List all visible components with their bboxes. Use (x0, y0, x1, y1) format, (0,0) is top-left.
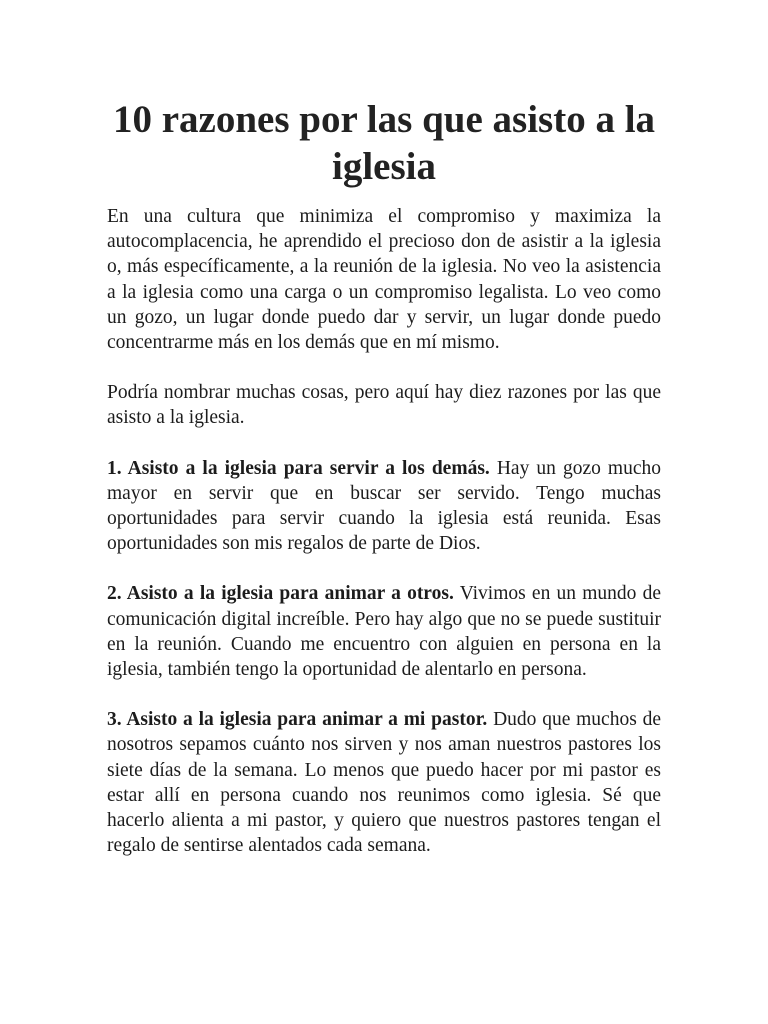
intro-paragraph: Podría nombrar muchas cosas, pero aquí hay diez razones por las que asisto a la iglesia. (107, 382, 661, 429)
reason-paragraph (107, 707, 661, 858)
reason-paragraph (107, 581, 661, 682)
reason-heading: 1. Asisto a la iglesia para servir a los demás. (107, 457, 490, 479)
reason-paragraph (107, 456, 661, 557)
reason-text: Hay un gozo mucho mayor en servir que en buscar ser servido. Tengo muchas oportunidades para servir cuando la iglesia está reunida. Esas oportunidades son mis regalos de parte de Dios. (107, 457, 661, 555)
reason-text: Dudo que muchos de nosotros sepamos cuánto nos sirven y nos aman nuestros pastores los siete días de la semana. Lo menos que puedo hacer por mi pastor es estar allí en persona cuando nos reunimos como iglesia. Sé que hacerlo alienta a mi pastor, y quiero que nuestros pastores tengan el regalo de sentirse alentados cada semana. (107, 709, 661, 857)
reason-heading: 3. Asisto a la iglesia para animar a mi pastor. (107, 709, 488, 731)
reason-text: Vivimos en un mundo de comunicación digital increíble. Pero hay algo que no se puede sustituir en la reunión. Cuando me encuentro con alguien en persona en la iglesia, también tengo la oportunidad de alentarlo en persona. (107, 583, 661, 681)
reason-heading: 2. Asisto a la iglesia para animar a otros. (107, 583, 454, 605)
document-page (107, 96, 661, 883)
document-title: 10 razones por las que asisto a la iglesia (112, 98, 656, 188)
intro-paragraph: En una cultura que minimiza el compromiso y maximiza la autocomplacencia, he aprendido el precioso don de asistir a la iglesia o, más específicamente, a la reunión de la iglesia. No veo la asistencia a la iglesia como una carga o un compromiso legalista. Lo veo como un gozo, un lugar donde puedo dar y servir, un lugar donde puedo concentrarme más en los demás que en mí mismo. (107, 206, 661, 354)
document-body (107, 204, 661, 858)
